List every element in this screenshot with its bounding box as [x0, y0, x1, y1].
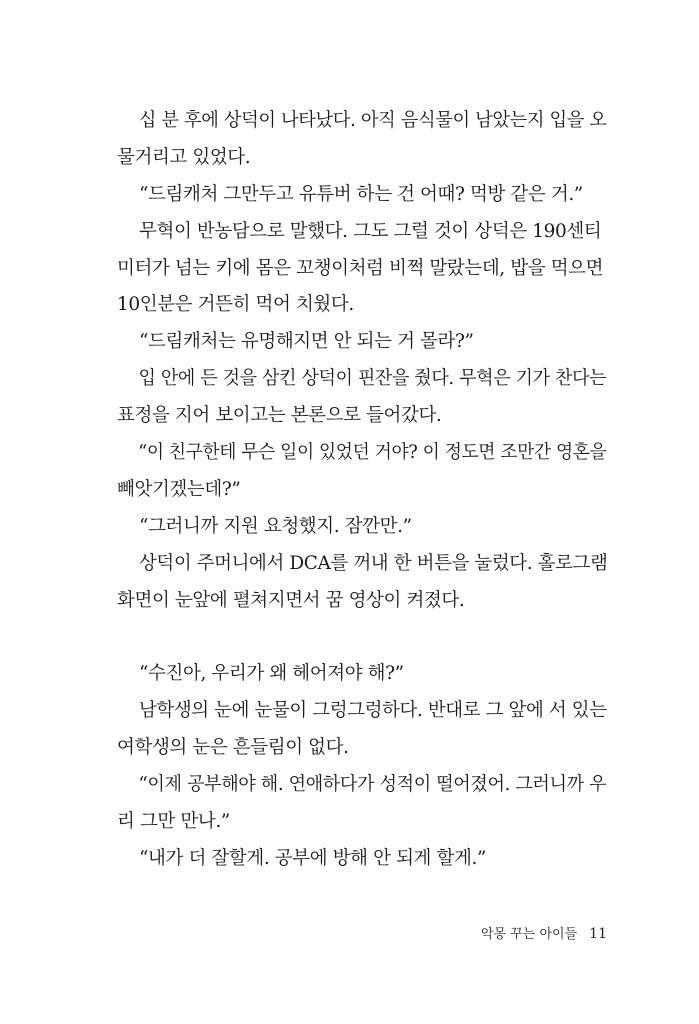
text-line: 리 그만 만나.” — [117, 810, 230, 832]
text-line: 표정을 지어 보이고는 본론으로 들어갔다. — [117, 405, 442, 427]
text-line: “이제 공부해야 해. 연애하다가 성적이 떨어졌어. 그러니까 우 — [138, 774, 607, 796]
text-line: 여학생의 눈은 흔들림이 없다. — [117, 737, 349, 759]
page-footer — [481, 924, 607, 945]
running-title: 악몽 꾸는 아이들 — [481, 927, 578, 942]
text-line: 무혁이 반농담으로 말했다. 그도 그럴 것이 상덕은 190센티 — [139, 220, 602, 242]
text-line: “수진아, 우리가 왜 헤어져야 해?” — [139, 663, 404, 685]
body-text — [117, 103, 607, 878]
text-line: 입 안에 든 것을 삼킨 상덕이 핀잔을 줬다. 무혁은 기가 찬다는 — [138, 368, 607, 390]
text-line: 십 분 후에 상덕이 나타났다. 아직 음식물이 남았는지 입을 오 — [138, 110, 607, 131]
text-line: “드림캐처는 유명해지면 안 되는 거 몰라?” — [139, 331, 474, 353]
text-line: “드림캐처 그만두고 유튜버 하는 건 어때? 먹방 같은 거.” — [139, 183, 583, 205]
text-line: 화면이 눈앞에 펼쳐지면서 꿈 영상이 켜졌다. — [117, 589, 465, 611]
text-line: 남학생의 눈에 눈물이 그렁그렁하다. 반대로 그 앞에 서 있는 — [138, 700, 607, 722]
text-line: 미터가 넘는 키에 몸은 꼬챙이처럼 비쩍 말랐는데, 밥을 먹으면 — [117, 257, 604, 279]
text-line: 10인분은 거뜬히 먹어 치웠다. — [117, 294, 354, 316]
page-number: 11 — [589, 926, 607, 942]
blank-line — [117, 619, 607, 656]
text-line: “내가 더 잘할게. 공부에 방해 안 되게 할게.” — [139, 847, 486, 869]
text-line: 물거리고 있었다. — [117, 146, 251, 168]
text-line: 상덕이 주머니에서 DCA를 꺼내 한 버튼을 눌렀다. 홀로그램 — [138, 552, 608, 574]
text-line: “그러니까 지원 요청했지. 잠깐만.” — [139, 515, 412, 537]
text-line: “이 친구한테 무슨 일이 있었던 거야? 이 정도면 조만간 영혼을 — [138, 442, 607, 464]
text-line: 빼앗기겠는데?” — [117, 478, 241, 500]
